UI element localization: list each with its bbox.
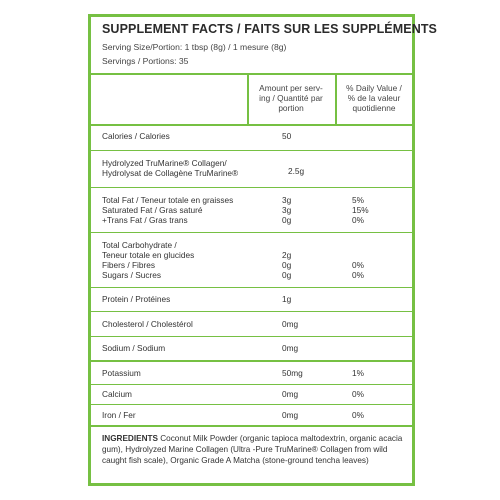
ingredients-block bbox=[102, 433, 408, 466]
divider bbox=[91, 287, 412, 288]
iron-label: Iron / Fer bbox=[102, 410, 136, 420]
divider-ingredients bbox=[91, 425, 412, 427]
iron-amount: 0mg bbox=[282, 410, 299, 420]
fibers-amount: 0g bbox=[282, 260, 292, 270]
sodium-label: Sodium / Sodium bbox=[102, 343, 166, 353]
saturated-fat-amount: 3g bbox=[282, 205, 292, 215]
saturated-fat-label: Saturated Fat / Gras saturé bbox=[102, 205, 203, 215]
total-fat-amount: 3g bbox=[282, 195, 292, 205]
cholesterol-amount: 0mg bbox=[282, 319, 299, 329]
calcium-amount: 0mg bbox=[282, 389, 299, 399]
divider-top bbox=[91, 73, 412, 75]
sugars-dv: 0% bbox=[352, 270, 364, 280]
amount-header: Amount per serv- ing / Quantité par portion bbox=[259, 83, 323, 113]
calories-label: Calories / Calories bbox=[102, 131, 170, 141]
divider bbox=[91, 336, 412, 337]
daily-value-header: % Daily Value / % de la valeur quotidienne bbox=[346, 83, 402, 113]
fibers-dv: 0% bbox=[352, 260, 364, 270]
calories-amount: 50 bbox=[282, 131, 292, 141]
calcium-label: Calcium bbox=[102, 389, 132, 399]
total-fat-dv: 5% bbox=[352, 195, 364, 205]
divider-header bbox=[91, 124, 412, 126]
total-fat-label: Total Fat / Teneur totale en graisses bbox=[102, 195, 234, 205]
divider bbox=[91, 311, 412, 312]
calcium-dv: 0% bbox=[352, 389, 364, 399]
saturated-fat-dv: 15% bbox=[352, 205, 369, 215]
divider bbox=[91, 384, 412, 385]
divider bbox=[91, 404, 412, 405]
potassium-amount: 50mg bbox=[282, 368, 303, 378]
sugars-label: Sugars / Sucres bbox=[102, 270, 162, 280]
total-carbohydrate-label: Total Carbohydrate / bbox=[102, 240, 177, 250]
fibers-label: Fibers / Fibres bbox=[102, 260, 156, 270]
ingredients-heading: INGREDIENTS bbox=[102, 434, 158, 443]
potassium-dv: 1% bbox=[352, 368, 364, 378]
cholesterol-label: Cholesterol / Cholestérol bbox=[102, 319, 193, 329]
collagen-label-fr: Hydrolysat de Collagène TruMarine® bbox=[102, 168, 239, 178]
iron-dv: 0% bbox=[352, 410, 364, 420]
trans-fat-label: +Trans Fat / Gras trans bbox=[102, 215, 188, 225]
divider bbox=[91, 150, 412, 151]
sugars-amount: 0g bbox=[282, 270, 292, 280]
total-carbohydrate-label-fr: Teneur totale en glucides bbox=[102, 250, 195, 260]
collagen-label: Hydrolyzed TruMarine® Collagen/ bbox=[102, 158, 227, 168]
servings-count: Servings / Portions: 35 bbox=[102, 56, 189, 66]
collagen-amount: 2.5g bbox=[288, 166, 305, 176]
potassium-label: Potassium bbox=[102, 368, 141, 378]
protein-amount: 1g bbox=[282, 294, 292, 304]
trans-fat-amount: 0g bbox=[282, 215, 292, 225]
protein-label: Protein / Protéines bbox=[102, 294, 171, 304]
ingredients-text: Coconut Milk Powder (organic tapioca maltodextrin, organic acacia gum), Hydrolyzed Marine Collagen (Ultra -Pure TruMarine® Collagen from wild caught fish scale), Organic Grade A Matcha (stone-ground tencha leaves) bbox=[102, 434, 403, 465]
panel-title: SUPPLEMENT FACTS / FAITS SUR LES SUPPLÉMENTS bbox=[102, 22, 437, 36]
divider bbox=[91, 187, 412, 188]
sodium-amount: 0mg bbox=[282, 343, 299, 353]
serving-size: Serving Size/Portion: 1 tbsp (8g) / 1 mesure (8g) bbox=[102, 42, 287, 52]
trans-fat-dv: 0% bbox=[352, 215, 364, 225]
divider bbox=[91, 232, 412, 233]
divider-thick bbox=[91, 360, 412, 362]
total-carbohydrate-amount: 2g bbox=[282, 250, 292, 260]
